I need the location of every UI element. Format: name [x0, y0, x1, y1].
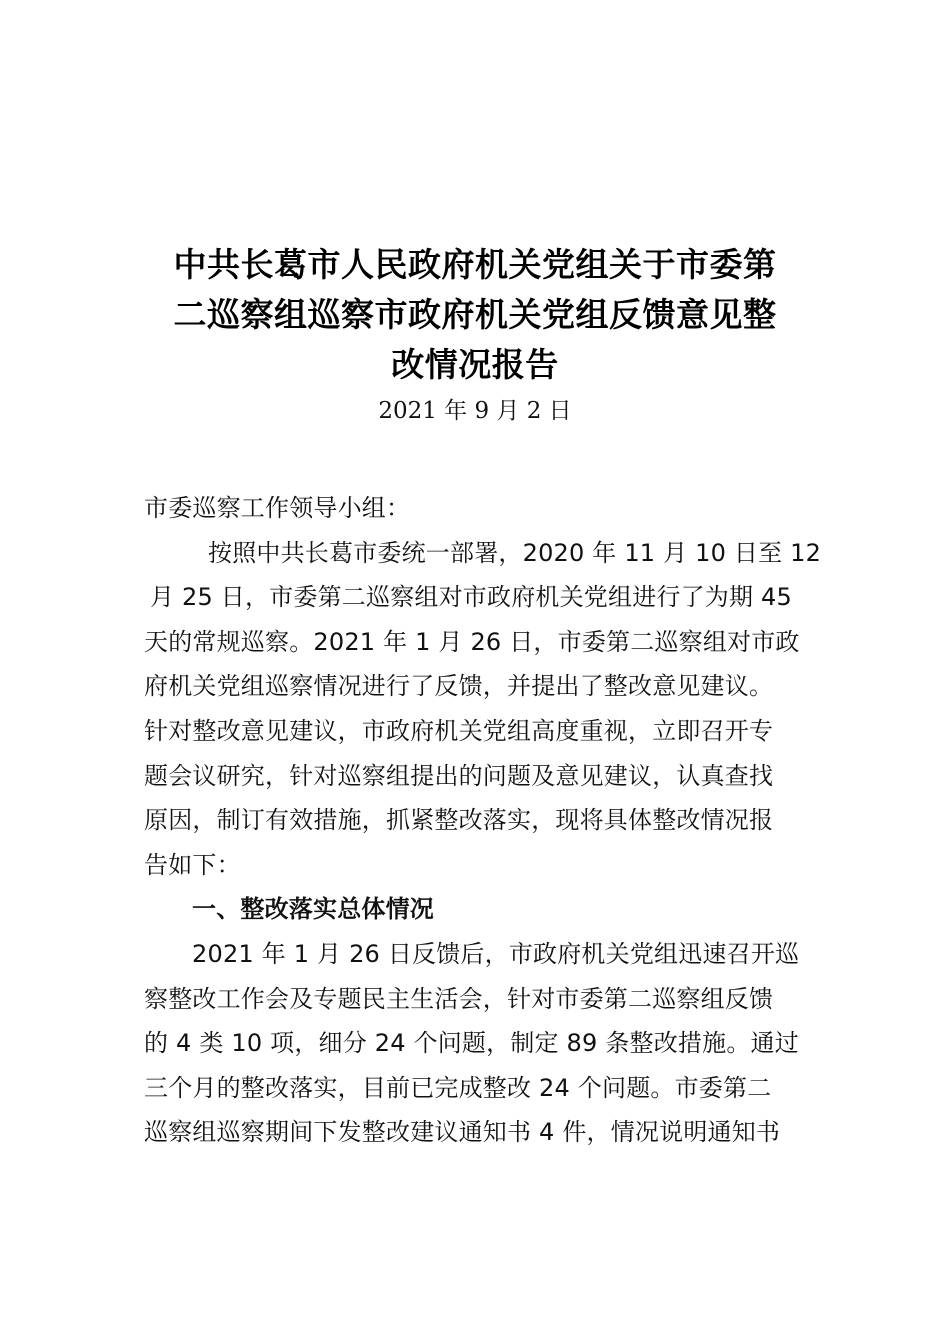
paragraph-line: 针对整改意见建议，市政府机关党组高度重视，立即召开专 — [144, 716, 774, 745]
section-heading: 一、整改落实总体情况 — [192, 895, 434, 924]
paragraph-line: 天的常规巡察。2021 年 1 月 26 日，市委第二巡察组对市政 — [144, 627, 800, 656]
paragraph-line: 原因，制订有效措施，抓紧整改落实，现将具体整改情况报 — [144, 806, 774, 835]
paragraph-line: 按照中共长葛市委统一部署，2020 年 11 月 10 日至 12 — [208, 538, 822, 567]
paragraph-line: 三个月的整改落实，目前已完成整改 24 个问题。市委第二 — [144, 1073, 772, 1102]
title-line: 改情况报告 — [391, 345, 559, 384]
paragraph-line: 的 4 类 10 项，细分 24 个问题，制定 89 条整改措施。通过 — [144, 1029, 799, 1058]
paragraph-line: 题会议研究，针对巡察组提出的问题及意见建议，认真查找 — [144, 761, 774, 790]
paragraph-line: 府机关党组巡察情况进行了反馈，并提出了整改意见建议。 — [144, 672, 774, 701]
title-line: 二巡察组巡察市政府机关党组反馈意见整 — [173, 295, 777, 334]
title-line: 中共长葛市人民政府机关党组关于市委第 — [173, 245, 777, 284]
paragraph-line: 察整改工作会及专题民主生活会，针对市委第二巡察组反馈 — [144, 984, 774, 1013]
paragraph-line: 月 25 日，市委第二巡察组对市政府机关党组进行了为期 45 — [150, 583, 792, 612]
paragraph-line: 告如下： — [144, 850, 241, 879]
document-title — [140, 240, 810, 390]
document-date: 2021 年 9 月 2 日 — [378, 398, 572, 424]
paragraph-1 — [144, 531, 822, 888]
document-body — [144, 486, 822, 1155]
paragraph-line: 巡察组巡察期间下发整改建议通知书 4 件，情况说明通知书 — [144, 1118, 781, 1147]
paragraph-2 — [144, 932, 814, 1155]
salutation: 市委巡察工作领导小组： — [144, 494, 411, 522]
paragraph-line: 2021 年 1 月 26 日反馈后，市政府机关党组迅速召开巡 — [192, 939, 800, 968]
